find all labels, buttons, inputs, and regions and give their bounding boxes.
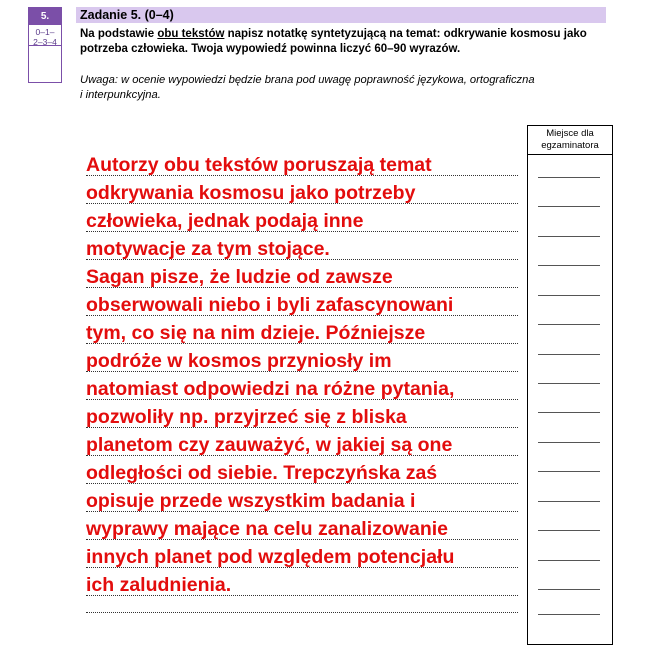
examiner-header-line1: Miejsce dla bbox=[546, 128, 594, 139]
examiner-line bbox=[538, 614, 600, 615]
task-points-line1: 0–1– bbox=[35, 27, 55, 37]
examiner-header-line2: egzaminatora bbox=[541, 140, 599, 151]
answer-line: opisuje przede wszystkim badania i bbox=[86, 490, 416, 512]
examiner-line bbox=[538, 501, 600, 502]
answer-line: innych planet pod względem potencjału bbox=[86, 546, 455, 568]
answer-line: obserwowali niebo i byli zafascynowani bbox=[86, 294, 454, 316]
examiner-line bbox=[538, 530, 600, 531]
answer-line: odkrywania kosmosu jako potrzeby bbox=[86, 182, 416, 204]
answer-line: tym, co się na nim dzieje. Późniejsze bbox=[86, 322, 426, 344]
instruction-before: Na podstawie bbox=[80, 28, 158, 40]
examiner-line bbox=[538, 236, 600, 237]
note-line-2: i interpunkcyjna. bbox=[80, 89, 161, 101]
examiner-line bbox=[538, 295, 600, 296]
examiner-line bbox=[538, 442, 600, 443]
note-line-1: Uwaga: w ocenie wypowiedzi będzie brana pod uwagę poprawność językowa, ortograficzna bbox=[80, 74, 535, 86]
examiner-line bbox=[538, 560, 600, 561]
task-number-box bbox=[28, 7, 62, 83]
examiner-line bbox=[538, 324, 600, 325]
writing-line bbox=[86, 612, 518, 613]
answer-line: Autorzy obu tekstów poruszają temat bbox=[86, 154, 432, 176]
answer-line: podróże w kosmos przyniosły im bbox=[86, 350, 392, 372]
answer-line: Sagan pisze, że ludzie od zawsze bbox=[86, 266, 393, 288]
answer-line: ich zaludnienia. bbox=[86, 574, 232, 596]
answer-line: człowieka, jednak podają inne bbox=[86, 210, 364, 232]
instruction-underlined: obu tekstów bbox=[157, 28, 225, 40]
examiner-line bbox=[538, 177, 600, 178]
answer-line: planetom czy zauważyć, w jakiej są one bbox=[86, 434, 453, 456]
answer-text[interactable] bbox=[86, 151, 526, 599]
task-points-line2: 2–3–4 bbox=[33, 37, 57, 47]
examiner-line bbox=[538, 354, 600, 355]
answer-line: natomiast odpowiedzi na różne pytania, bbox=[86, 378, 455, 400]
examiner-line bbox=[538, 589, 600, 590]
score-field bbox=[29, 45, 61, 82]
task-title: Zadanie 5. (0–4) bbox=[80, 8, 174, 22]
instruction-after: napisz notatkę syntetyzującą na temat: odkrywanie kosmosu jako potrzeba człowieka. Twoja wypowiedź powinna liczyć 60–90 wyrazów. bbox=[80, 28, 587, 55]
examiner-line bbox=[538, 265, 600, 266]
answer-line: odległości od siebie. Trepczyńska zaś bbox=[86, 462, 438, 484]
answer-line: pozwoliły np. przyjrzeć się z bliska bbox=[86, 406, 407, 428]
examiner-header bbox=[528, 126, 612, 155]
examiner-column bbox=[527, 125, 613, 645]
examiner-line bbox=[538, 412, 600, 413]
task-instruction bbox=[80, 27, 600, 57]
examiner-line bbox=[538, 383, 600, 384]
answer-line: motywacje za tym stojące. bbox=[86, 238, 330, 260]
examiner-line bbox=[538, 471, 600, 472]
examiner-line bbox=[538, 206, 600, 207]
task-points bbox=[29, 25, 61, 47]
task-number: 5. bbox=[29, 8, 61, 25]
answer-line: wyprawy mające na celu zanalizowanie bbox=[86, 518, 448, 540]
task-note bbox=[80, 73, 610, 103]
